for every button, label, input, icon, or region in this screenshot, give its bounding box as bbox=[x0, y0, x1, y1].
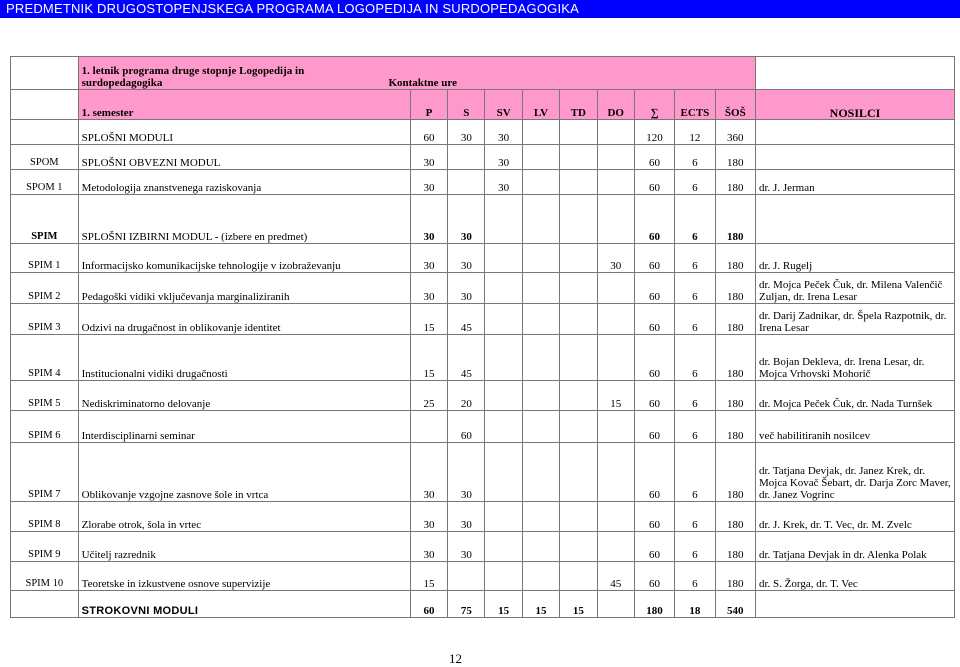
table-row: SPIM SPLOŠNI IZBIRNI MODUL - (izbere en predmet) 30 30 60 6 180 bbox=[11, 195, 955, 244]
table-row: SPIM 10 Teoretske in izkustvene osnove supervizije 15 45 60 6 180 dr. S. Žorga, dr. T. Vec bbox=[11, 562, 955, 591]
table-row: STROKOVNI MODULI 60 75 15 15 15 180 18 540 bbox=[11, 591, 955, 618]
program-title-line1: 1. letnik programa druge stopnje Logopedija in bbox=[81, 65, 305, 77]
col-header-nosilci: NOSILCI bbox=[756, 90, 955, 120]
document-banner bbox=[0, 0, 960, 18]
col-header-p: P bbox=[410, 90, 447, 120]
table-row: SPIM 5 Nediskriminatorno delovanje 25 20 15 60 6 180 dr. Mojca Peček Čuk, dr. Nada Turnšek bbox=[11, 381, 955, 411]
table-row: SPIM 6 Interdisciplinarni seminar 60 60 6 180 več habilitiranih nosilcev bbox=[11, 411, 955, 443]
table-row: SPOM SPLOŠNI OBVEZNI MODUL 30 30 60 6 180 bbox=[11, 145, 955, 170]
table-row: SPIM 8 Zlorabe otrok, šola in vrtec 30 30 60 6 180 dr. J. Krek, dr. T. Vec, dr. M. Zvelc bbox=[11, 502, 955, 532]
program-title-cell bbox=[78, 57, 755, 90]
banner-title: PREDMETNIK DRUGOSTOPENJSKEGA PROGRAMA LOGOPEDIJA IN SURDOPEDAGOGIKA bbox=[6, 1, 579, 16]
table-row: SPOM 1 Metodologija znanstvenega raziskovanja 30 30 60 6 180 dr. J. Jerman bbox=[11, 170, 955, 195]
col-header-sos: ŠOŠ bbox=[715, 90, 755, 120]
curriculum-table bbox=[10, 56, 955, 618]
table-row: SPIM 9 Učitelj razrednik 30 30 60 6 180 dr. Tatjana Devjak in dr. Alenka Polak bbox=[11, 532, 955, 562]
program-title-line2: surdopedagogika bbox=[81, 77, 163, 89]
table-row: SPLOŠNI MODULI 60 30 30 120 12 360 bbox=[11, 120, 955, 145]
semester-label: 1. semester bbox=[78, 90, 410, 120]
page-number: 12 bbox=[449, 651, 462, 666]
col-header-ects: ECTS bbox=[675, 90, 715, 120]
table-row: SPIM 4 Institucionalni vidiki drugačnosti 15 45 60 6 180 dr. Bojan Dekleva, dr. Irena Lesar, dr. Mojca Vrhovski Mohorič bbox=[11, 335, 955, 381]
col-header-sv: SV bbox=[485, 90, 522, 120]
col-header-lv: LV bbox=[522, 90, 559, 120]
table-row: SPIM 7 Oblikovanje vzgojne zasnove šole in vrtca 30 30 60 6 180 dr. Tatjana Devjak, dr. Janez Krek, dr. Mojca Kovač Šebart, dr. Darja Zorc Maver, dr. Janez Vogrinc bbox=[11, 443, 955, 502]
contact-hours-label: Kontaktne ure bbox=[388, 77, 457, 89]
col-header-sum: ∑ bbox=[634, 90, 674, 120]
table-row: SPIM 2 Pedagoški vidiki vključevanja marginaliziranih 30 30 60 6 180 dr. Mojca Peček Čuk, dr. Milena Valenčič Zuljan, dr. Irena Lesar bbox=[11, 273, 955, 304]
col-header-do: DO bbox=[597, 90, 634, 120]
table-row: SPIM 1 Informacijsko komunikacijske tehnologije v izobraževanju 30 30 30 60 6 180 dr. J. Rugelj bbox=[11, 244, 955, 273]
semester-header-row bbox=[11, 90, 955, 120]
col-header-td: TD bbox=[560, 90, 597, 120]
col-header-s: S bbox=[448, 90, 485, 120]
table-row: SPIM 3 Odzivi na drugačnost in oblikovanje identitet 15 45 60 6 180 dr. Darij Zadnikar, dr. Špela Razpotnik, dr. Irena Lesar bbox=[11, 304, 955, 335]
